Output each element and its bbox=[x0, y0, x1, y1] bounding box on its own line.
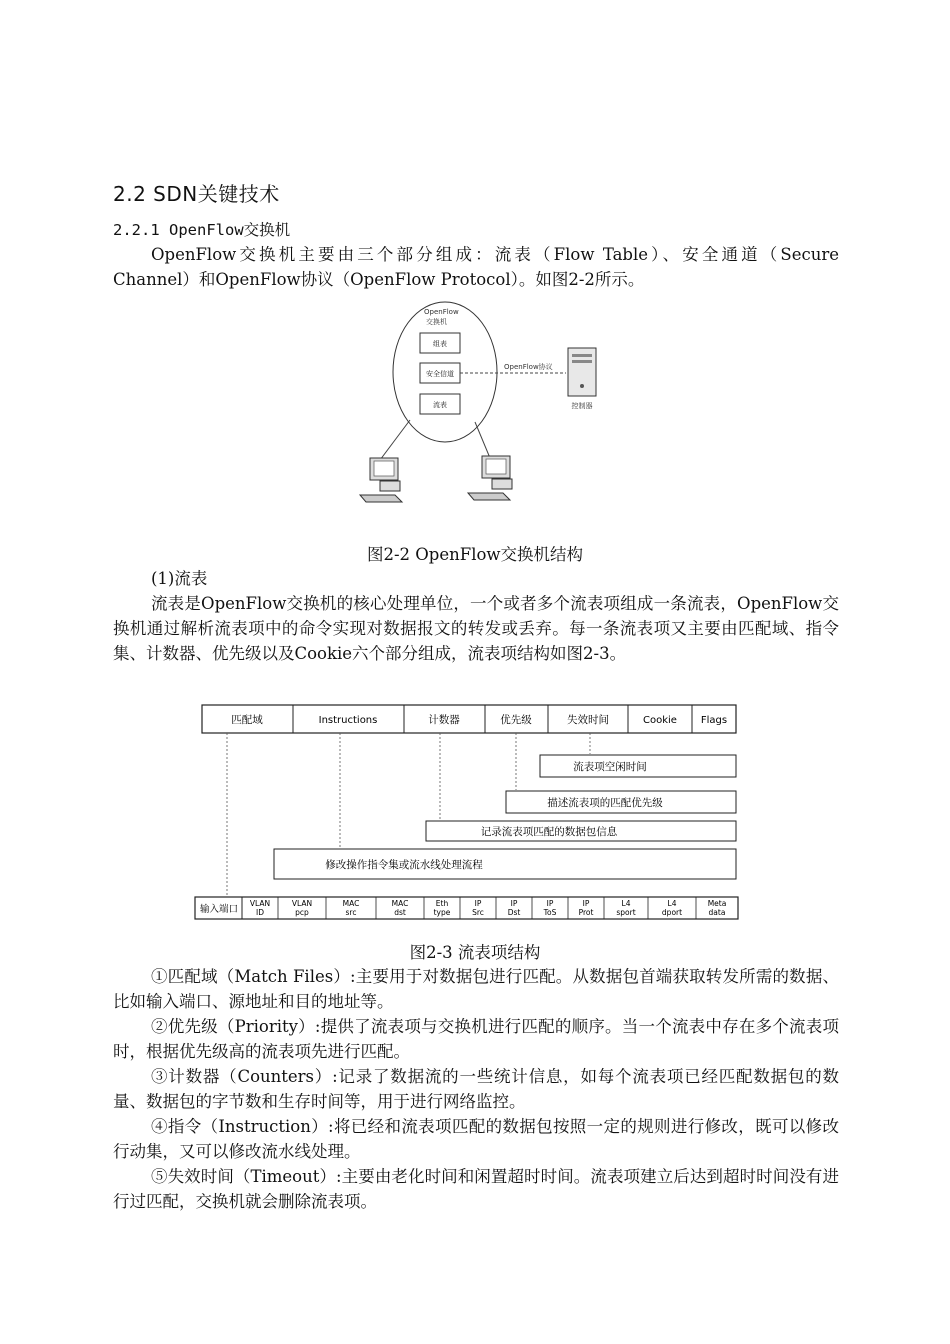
figure-2-3-caption: 图2-3 流表项结构 bbox=[409, 943, 541, 962]
header-cookie: Cookie bbox=[643, 715, 677, 726]
match-field-0-line-1: ID bbox=[256, 908, 264, 917]
match-field-4-line-0: Eth bbox=[435, 899, 449, 908]
header-flags: Flags bbox=[700, 715, 728, 726]
match-field-4-line-1: type bbox=[433, 908, 451, 917]
match-field-9-line-0: L4 bbox=[621, 899, 631, 908]
match-field-2-line-1: src bbox=[345, 908, 357, 917]
match-field-5-line-1: Src bbox=[472, 908, 484, 917]
controller-label: 控制器 bbox=[571, 402, 593, 410]
switch-label-1: OpenFlow bbox=[424, 308, 459, 316]
item-priority: ②优先级（Priority）:提供了流表项与交换机进行匹配的顺序。当一个流表中存在多个流表项时，根据优先级高的流表项先进行匹配。 bbox=[113, 1017, 839, 1061]
match-field-7-line-0: IP bbox=[546, 899, 554, 908]
desc-instructions: 修改操作指令集或流水线处理流程 bbox=[325, 859, 483, 871]
flow-table-label: 流表 bbox=[433, 401, 447, 409]
header-match: 匹配域 bbox=[231, 714, 263, 726]
match-field-10-line-1: dport bbox=[661, 908, 683, 917]
desc-counter: 记录流表项匹配的数据包信息 bbox=[480, 826, 618, 838]
flow-table-heading: (1)流表 bbox=[151, 569, 208, 588]
header-instructions: Instructions bbox=[318, 715, 378, 726]
intro-paragraph: OpenFlow交换机主要由三个部分组成：流表（Flow Table）、安全通道（Secure Channel）和OpenFlow协议（OpenFlow Protocol）。如图2-2所示。 bbox=[113, 245, 839, 289]
header-counter: 计数器 bbox=[428, 714, 460, 726]
host-computer-icon-left bbox=[360, 458, 402, 502]
match-field-6-line-1: Dst bbox=[507, 908, 521, 917]
section-title: 2.2 SDN关键技术 bbox=[113, 182, 280, 206]
match-field-3-line-0: MAC bbox=[391, 899, 409, 908]
desc-priority: 描述流表项的匹配优先级 bbox=[547, 797, 663, 809]
link-left bbox=[380, 420, 410, 460]
item-counters: ③计数器（Counters）:记录了数据流的一些统计信息，如每个流表项已经匹配数据包的数量、数据包的字节数和生存时间等，用于进行网络监控。 bbox=[113, 1067, 839, 1111]
match-field-11-line-1: data bbox=[708, 908, 726, 917]
figure-2-2-caption: 图2-2 OpenFlow交换机结构 bbox=[366, 545, 584, 564]
match-field-10-line-0: L4 bbox=[667, 899, 677, 908]
match-field-8-line-1: Prot bbox=[578, 908, 594, 917]
openflow-switch-diagram bbox=[350, 300, 610, 510]
controller-server-icon bbox=[568, 348, 596, 396]
match-field-3-line-1: dst bbox=[394, 908, 406, 917]
match-field-row bbox=[195, 897, 738, 919]
match-field-7-line-1: ToS bbox=[543, 908, 557, 917]
match-field-in-port: 输入端口 bbox=[199, 904, 239, 915]
match-field-9-line-1: sport bbox=[616, 908, 636, 917]
protocol-label: OpenFlow协议 bbox=[504, 363, 553, 371]
match-field-2-line-0: MAC bbox=[342, 899, 360, 908]
item-instruction: ④指令（Instruction）:将已经和流表项匹配的数据包按照一定的规则进行修改，既可以修改行动集，又可以修改流水线处理。 bbox=[113, 1117, 839, 1161]
header-priority: 优先级 bbox=[500, 714, 532, 726]
match-field-5-line-0: IP bbox=[474, 899, 482, 908]
secure-channel-label: 安全信道 bbox=[426, 370, 454, 378]
match-field-1-line-0: VLAN bbox=[291, 899, 313, 908]
header-timeout: 失效时间 bbox=[567, 714, 609, 726]
match-field-6-line-0: IP bbox=[510, 899, 518, 908]
link-right bbox=[475, 422, 490, 458]
subsection-title: 2.2.1 OpenFlow交换机 bbox=[113, 221, 291, 239]
match-field-0-line-0: VLAN bbox=[249, 899, 271, 908]
item-timeout: ⑤失效时间（Timeout）:主要由老化时间和闲置超时时间。流表项建立后达到超时时间没有进行过匹配，交换机就会删除流表项。 bbox=[113, 1167, 839, 1211]
desc-idle-time: 流表项空闲时间 bbox=[573, 761, 647, 773]
match-field-8-line-0: IP bbox=[582, 899, 590, 908]
match-field-1-line-1: pcp bbox=[295, 908, 309, 917]
flow-table-paragraph: 流表是OpenFlow交换机的核心处理单位，一个或者多个流表项组成一条流表，OpenFlow交换机通过解析流表项中的命令实现对数据报文的转发或丢弃。每一条流表项又主要由匹配域、指令集、计数器、优先级以及Cookie六个部分组成，流表项结构如图2-3。 bbox=[113, 594, 839, 663]
flow-entry-structure-diagram bbox=[190, 700, 745, 925]
item-match: ①匹配域（Match Files）:主要用于对数据包进行匹配。从数据包首端获取转发所需的数据、比如输入端口、源地址和目的地址等。 bbox=[113, 967, 839, 1011]
switch-label-2: 交换机 bbox=[426, 318, 447, 326]
host-computer-icon-right bbox=[468, 456, 512, 500]
group-table-label: 组表 bbox=[433, 340, 447, 348]
match-field-11-line-0: Meta bbox=[707, 899, 727, 908]
